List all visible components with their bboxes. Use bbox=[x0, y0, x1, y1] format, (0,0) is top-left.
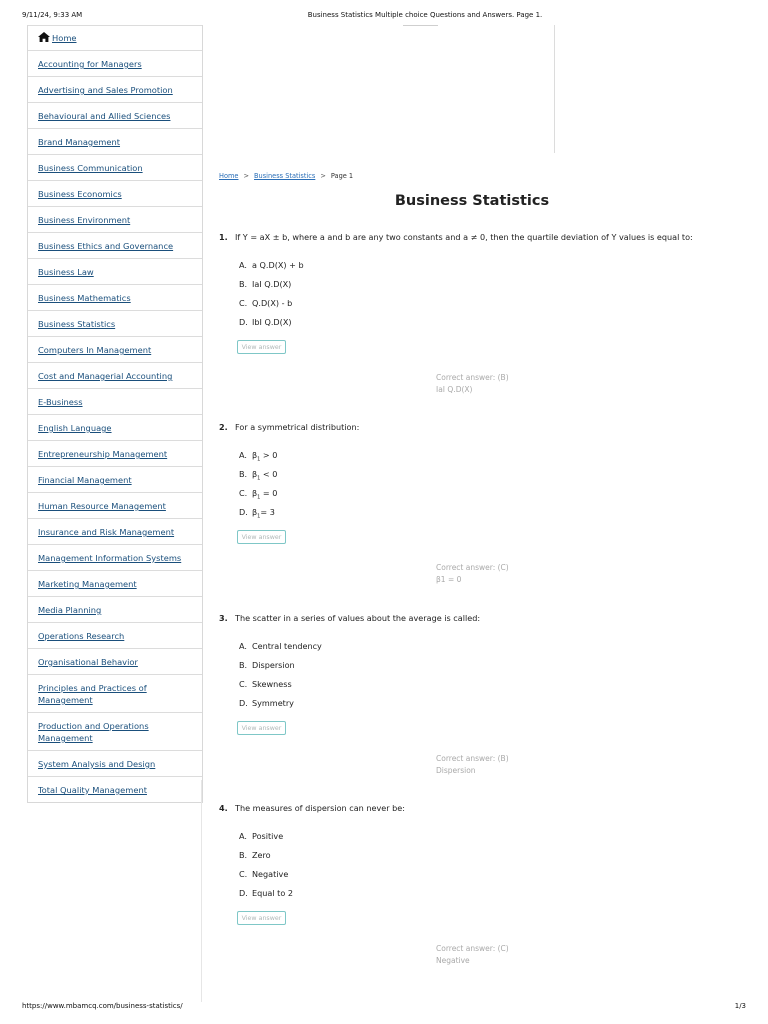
option-text: Central tendency bbox=[252, 641, 322, 651]
option-text: IbI Q.D(X) bbox=[252, 317, 292, 327]
sidebar-item[interactable] bbox=[28, 232, 202, 258]
print-header bbox=[0, 11, 768, 23]
view-answer-button[interactable]: View answer bbox=[237, 530, 286, 544]
sidebar-item[interactable] bbox=[28, 128, 202, 154]
view-answer-button[interactable]: View answer bbox=[237, 911, 286, 925]
question-body: The measures of dispersion can never be: bbox=[235, 803, 405, 813]
sidebar-link[interactable]: Computers In Management bbox=[38, 345, 152, 355]
option-text: Symmetry bbox=[252, 698, 294, 708]
print-doc-title: Business Statistics Multiple choice Questions and Answers. Page 1. bbox=[307, 11, 543, 19]
option bbox=[239, 640, 322, 652]
option-letter: A. bbox=[239, 641, 247, 651]
sidebar-item[interactable] bbox=[28, 518, 202, 544]
sidebar-item[interactable] bbox=[28, 154, 202, 180]
option-letter: A. bbox=[239, 831, 247, 841]
sidebar-item[interactable] bbox=[28, 414, 202, 440]
option-letter: B. bbox=[239, 660, 248, 670]
question-number: 1. bbox=[219, 232, 228, 242]
sidebar-link[interactable]: Brand Management bbox=[38, 137, 121, 147]
correct-answer-label: Correct answer: (B) bbox=[436, 373, 509, 382]
option-text: $\beta_1 > 0$ bbox=[252, 450, 278, 463]
sidebar-link[interactable]: English Language bbox=[38, 423, 112, 433]
option-letter: A. bbox=[239, 260, 247, 270]
sidebar-link[interactable]: Management Information Systems bbox=[38, 553, 182, 563]
sidebar-item[interactable] bbox=[28, 596, 202, 622]
sidebar-item[interactable] bbox=[28, 310, 202, 336]
sidebar-item[interactable] bbox=[28, 362, 202, 388]
sidebar-item-home[interactable] bbox=[28, 25, 202, 50]
option-text: Negative bbox=[252, 869, 289, 879]
option-letter: B. bbox=[239, 279, 248, 289]
print-page-number: 1/3 bbox=[734, 1002, 746, 1010]
option-text: Q.D(X) - b bbox=[252, 298, 293, 308]
option-letter: D. bbox=[239, 698, 248, 708]
correct-answer-text: β1 = 0 bbox=[436, 575, 462, 584]
sidebar-link[interactable]: Marketing Management bbox=[38, 579, 137, 589]
question-number: 3. bbox=[219, 613, 228, 623]
sidebar-link[interactable]: Business Communication bbox=[38, 163, 143, 173]
option-text: $\beta_1= 3$ bbox=[252, 507, 275, 520]
sidebar-item[interactable] bbox=[28, 750, 202, 776]
option-text: $\beta_1 < 0$ bbox=[252, 469, 278, 482]
sidebar-link[interactable]: E-Business bbox=[38, 397, 83, 407]
question-body: The scatter in a series of values about the average is called: bbox=[235, 613, 481, 623]
sidebar-item[interactable] bbox=[28, 440, 202, 466]
sidebar-link[interactable]: Entrepreneurship Management bbox=[38, 449, 168, 459]
sidebar-link[interactable]: Organisational Behavior bbox=[38, 657, 138, 667]
option bbox=[239, 468, 277, 485]
sidebar-link[interactable]: Insurance and Risk Management bbox=[38, 527, 175, 537]
sidebar-item[interactable] bbox=[28, 388, 202, 414]
correct-answer-text: Dispersion bbox=[436, 766, 476, 775]
correct-answer bbox=[436, 753, 509, 777]
correct-answer bbox=[436, 943, 509, 967]
sidebar-item[interactable] bbox=[28, 648, 202, 674]
question-body: If Y = aX ± b, where a and b are any two constants and a ≠ 0, then the quartile deviation of Y values is equal to: bbox=[235, 232, 693, 242]
option-letter: A. bbox=[239, 450, 247, 460]
sidebar-link[interactable]: Advertising and Sales Promotion bbox=[38, 85, 173, 95]
sidebar-item[interactable] bbox=[28, 102, 202, 128]
sidebar-link[interactable]: Media Planning bbox=[38, 605, 102, 615]
sidebar-link[interactable]: Operations Research bbox=[38, 631, 125, 641]
sidebar-item[interactable] bbox=[28, 674, 202, 712]
correct-answer-text: IaI Q.D(X) bbox=[436, 385, 473, 394]
sidebar-item[interactable] bbox=[28, 622, 202, 648]
home-icon bbox=[38, 32, 50, 42]
breadcrumb bbox=[219, 172, 353, 180]
question bbox=[219, 231, 699, 394]
sidebar-item[interactable] bbox=[28, 336, 202, 362]
print-date: 9/11/24, 9:33 AM bbox=[22, 11, 83, 19]
option-letter: B. bbox=[239, 469, 248, 479]
sidebar-link[interactable]: Business Environment bbox=[38, 215, 131, 225]
option-letter: D. bbox=[239, 888, 248, 898]
option-text: IaI Q.D(X) bbox=[252, 279, 292, 289]
sidebar-item[interactable] bbox=[28, 466, 202, 492]
ad-divider bbox=[403, 25, 438, 26]
option bbox=[239, 487, 277, 504]
correct-answer bbox=[436, 372, 509, 396]
sidebar-item[interactable] bbox=[28, 544, 202, 570]
option bbox=[239, 697, 294, 709]
correct-answer-label: Correct answer: (C) bbox=[436, 944, 509, 953]
sidebar-link[interactable]: Cost and Managerial Accounting bbox=[38, 371, 173, 381]
sidebar-link[interactable]: Principles and Practices of Management bbox=[38, 683, 147, 705]
breadcrumb-separator: > bbox=[320, 172, 326, 180]
option-letter: D. bbox=[239, 317, 248, 327]
question-text bbox=[219, 231, 699, 243]
option bbox=[239, 449, 277, 466]
option bbox=[239, 868, 288, 880]
sidebar-item[interactable] bbox=[28, 50, 202, 76]
sidebar-link[interactable]: Behavioural and Allied Sciences bbox=[38, 111, 171, 121]
sidebar-link[interactable]: Business Ethics and Governance bbox=[38, 241, 174, 251]
sidebar-item[interactable] bbox=[28, 284, 202, 310]
question-number: 4. bbox=[219, 803, 228, 813]
home-link[interactable]: Home bbox=[52, 33, 77, 43]
sidebar-link[interactable]: Total Quality Management bbox=[38, 785, 147, 795]
sidebar-link[interactable]: Business Law bbox=[38, 267, 94, 277]
sidebar-link[interactable]: Human Resource Management bbox=[38, 501, 166, 511]
option bbox=[239, 278, 291, 290]
option-letter: D. bbox=[239, 507, 248, 517]
breadcrumb-home[interactable]: Home bbox=[219, 172, 239, 180]
correct-answer bbox=[436, 562, 509, 586]
option bbox=[239, 849, 271, 861]
breadcrumb-section[interactable]: Business Statistics bbox=[254, 172, 316, 180]
sidebar-link[interactable]: Business Mathematics bbox=[38, 293, 131, 303]
sidebar-item[interactable] bbox=[28, 492, 202, 518]
print-url: https://www.mbamcq.com/business-statistics/ bbox=[22, 1002, 183, 1010]
option-letter: C. bbox=[239, 488, 248, 498]
sidebar-link[interactable]: Accounting for Managers bbox=[38, 59, 142, 69]
sidebar-item[interactable] bbox=[28, 258, 202, 284]
option-text: Skewness bbox=[252, 679, 292, 689]
option-letter: C. bbox=[239, 869, 248, 879]
correct-answer-label: Correct answer: (C) bbox=[436, 563, 509, 572]
option bbox=[239, 659, 295, 671]
option-text: $\beta_1 = 0$ bbox=[252, 488, 278, 501]
sidebar-nav bbox=[27, 25, 203, 803]
option bbox=[239, 259, 304, 271]
option-text: a Q.D(X) + b bbox=[252, 260, 304, 270]
option bbox=[239, 316, 292, 328]
sidebar-item[interactable] bbox=[28, 76, 202, 102]
sidebar-item[interactable] bbox=[28, 712, 202, 750]
breadcrumb-current: Page 1 bbox=[330, 172, 354, 180]
option-letter: C. bbox=[239, 298, 248, 308]
sidebar-item[interactable] bbox=[28, 206, 202, 232]
sidebar-link[interactable]: System Analysis and Design bbox=[38, 759, 156, 769]
option bbox=[239, 297, 292, 309]
breadcrumb-separator: > bbox=[243, 172, 250, 180]
correct-answer-text: Negative bbox=[436, 956, 470, 965]
question-text bbox=[219, 612, 699, 624]
view-answer-button[interactable]: View answer bbox=[237, 340, 286, 354]
question bbox=[219, 802, 699, 965]
sidebar-link[interactable]: Business Statistics bbox=[38, 319, 116, 329]
option bbox=[239, 887, 293, 899]
ad-placeholder bbox=[201, 25, 555, 153]
option-text: Zero bbox=[252, 850, 271, 860]
option bbox=[239, 830, 283, 842]
correct-answer-label: Correct answer: (B) bbox=[436, 754, 509, 763]
page-title: Business Statistics bbox=[394, 193, 550, 209]
question-number: 2. bbox=[219, 422, 228, 432]
option bbox=[239, 678, 292, 690]
sidebar-link[interactable]: Financial Management bbox=[38, 475, 132, 485]
sidebar-item[interactable] bbox=[28, 776, 202, 802]
sidebar-item[interactable] bbox=[28, 180, 202, 206]
option-letter: C. bbox=[239, 679, 248, 689]
option bbox=[239, 506, 275, 523]
sidebar-link[interactable]: Business Economics bbox=[38, 189, 122, 199]
sidebar-link[interactable]: Production and Operations Management bbox=[38, 721, 149, 743]
option-text: Dispersion bbox=[252, 660, 295, 670]
option-letter: B. bbox=[239, 850, 248, 860]
question bbox=[219, 612, 699, 775]
sidebar-item[interactable] bbox=[28, 570, 202, 596]
content-divider bbox=[201, 780, 202, 1002]
question-text bbox=[219, 421, 699, 433]
question bbox=[219, 421, 699, 584]
print-footer bbox=[0, 1002, 768, 1014]
option-text: Equal to 2 bbox=[252, 888, 294, 898]
question-text bbox=[219, 802, 699, 814]
option-text: Positive bbox=[252, 831, 284, 841]
view-answer-button[interactable]: View answer bbox=[237, 721, 286, 735]
question-body: For a symmetrical distribution: bbox=[235, 422, 360, 432]
